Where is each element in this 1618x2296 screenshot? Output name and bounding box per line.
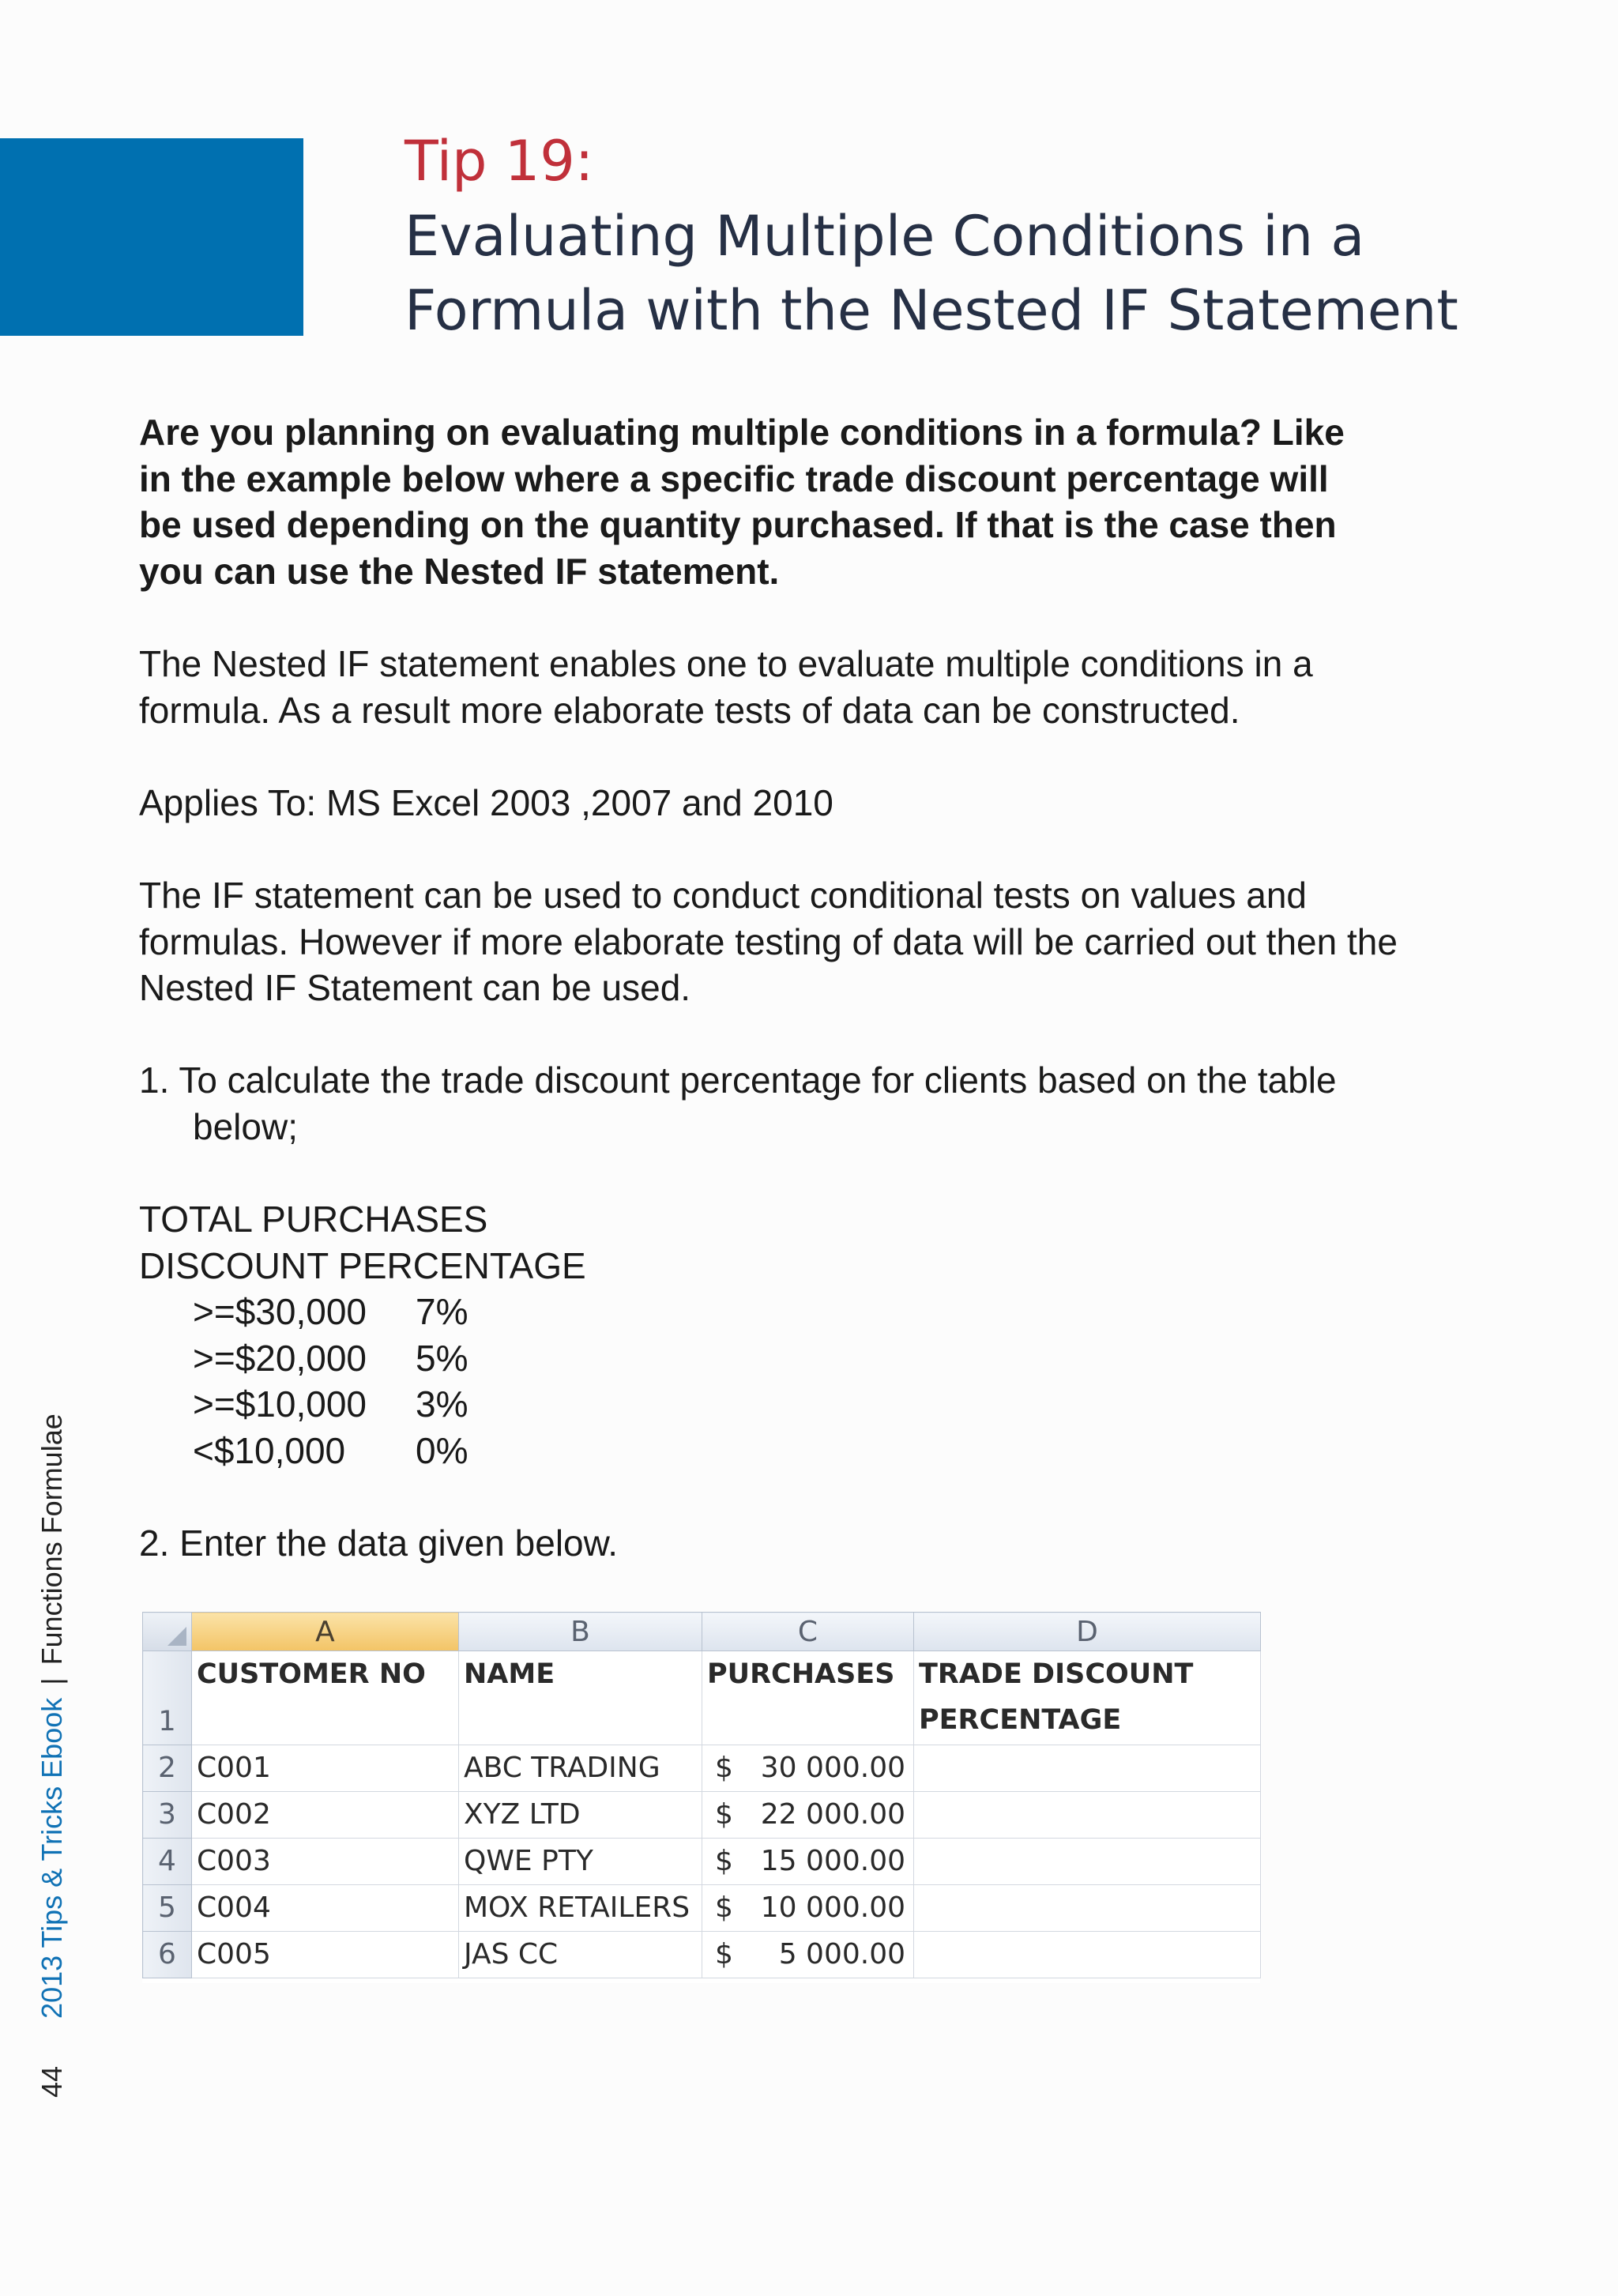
row-number[interactable]: 6 [143, 1932, 192, 1978]
discount-percent: 7% [416, 1291, 468, 1333]
discount-table-header: TOTAL PURCHASES [139, 1199, 488, 1240]
row-number[interactable]: 1 [143, 1651, 192, 1745]
discount-threshold: <$10,000 [193, 1430, 346, 1472]
tip-label: Tip 19: [404, 129, 594, 194]
cell-purchases[interactable] [702, 1792, 914, 1839]
table-row [143, 1885, 1261, 1932]
text-line: Nested IF Statement can be used. [139, 967, 691, 1009]
page-title-line: Formula with the Nested IF Statement [404, 278, 1458, 343]
cell-name[interactable]: JAS CC [459, 1932, 702, 1978]
cell-customer-no[interactable]: C002 [192, 1792, 459, 1839]
section-name: Functions Formulae [36, 1413, 68, 1666]
cell-purchases[interactable] [702, 1745, 914, 1792]
amount: 10 000.00 [760, 1891, 905, 1924]
discount-threshold: >=$30,000 [193, 1291, 367, 1333]
page-footer-vertical [35, 1413, 70, 2098]
discount-percent: 5% [416, 1337, 468, 1379]
cell-purchases[interactable] [702, 1885, 914, 1932]
column-header-d[interactable]: D [914, 1613, 1261, 1651]
currency-symbol: $ [715, 1891, 733, 1924]
text-line: Are you planning on evaluating multiple conditions in a formula? Like [139, 412, 1345, 453]
row-number[interactable]: 2 [143, 1745, 192, 1792]
cell-name[interactable]: QWE PTY [459, 1839, 702, 1885]
currency-symbol: $ [715, 1938, 733, 1970]
text-line: Applies To: MS Excel 2003 ,2007 and 2010 [139, 781, 833, 823]
article-body [139, 409, 1577, 1613]
page-title-line: Evaluating Multiple Conditions in a [404, 204, 1365, 269]
row-number[interactable]: 5 [143, 1885, 192, 1932]
discount-row [139, 1289, 1577, 1335]
text-line: 2. Enter the data given below. [139, 1523, 619, 1564]
currency-symbol: $ [715, 1798, 733, 1831]
cell-customer-no[interactable]: C004 [192, 1885, 459, 1932]
column-header-c[interactable]: C [702, 1613, 914, 1651]
discount-table [139, 1196, 1577, 1474]
ebook-title: 2013 Tips & Tricks Ebook [36, 1697, 68, 2019]
text-line: The Nested IF statement enables one to evaluate multiple conditions in a [139, 642, 1313, 684]
table-row [143, 1792, 1261, 1839]
cell-name[interactable]: MOX RETAILERS [459, 1885, 702, 1932]
discount-threshold: >=$20,000 [193, 1337, 367, 1379]
header-cell-customer-no[interactable]: CUSTOMER NO [192, 1651, 459, 1745]
cell-name[interactable]: ABC TRADING [459, 1745, 702, 1792]
text-line: The IF statement can be used to conduct conditional tests on values and [139, 874, 1308, 916]
select-all-corner[interactable] [143, 1613, 192, 1651]
select-all-icon [167, 1627, 186, 1646]
header-cell-name[interactable]: NAME [459, 1651, 702, 1745]
cell-customer-no[interactable]: C003 [192, 1839, 459, 1885]
table-row [143, 1839, 1261, 1885]
header-accent-block [0, 138, 303, 336]
step-1 [139, 1057, 1577, 1150]
header-cell-purchases[interactable]: PURCHASES [702, 1651, 914, 1745]
cell-customer-no[interactable]: C001 [192, 1745, 459, 1792]
text-line: be used depending on the quantity purchased. If that is the case then [139, 504, 1337, 546]
if-statement-paragraph [139, 872, 1577, 1011]
text-line: you can use the Nested IF statement. [139, 550, 780, 592]
column-header-a[interactable]: A [192, 1613, 459, 1651]
amount: 15 000.00 [760, 1845, 905, 1877]
row-number[interactable]: 3 [143, 1792, 192, 1839]
table-row [143, 1745, 1261, 1792]
discount-percent: 0% [416, 1430, 468, 1472]
column-header-row [143, 1613, 1261, 1651]
discount-row [139, 1381, 1577, 1428]
discount-row [139, 1428, 1577, 1474]
spreadsheet-screenshot [142, 1612, 1260, 1983]
table-row [143, 1932, 1261, 1978]
nested-if-paragraph [139, 641, 1577, 733]
cell-trade-discount[interactable] [914, 1745, 1261, 1792]
intro-paragraph [139, 409, 1577, 594]
cell-customer-no[interactable]: C005 [192, 1932, 459, 1978]
discount-threshold: >=$10,000 [193, 1383, 367, 1425]
applies-to [139, 780, 1577, 826]
table-header-row [143, 1651, 1261, 1745]
row-number[interactable]: 4 [143, 1839, 192, 1885]
amount: 5 000.00 [778, 1938, 905, 1970]
header-text-line: TRADE DISCOUNT [919, 1658, 1194, 1690]
cell-trade-discount[interactable] [914, 1932, 1261, 1978]
cell-purchases[interactable] [702, 1839, 914, 1885]
amount: 30 000.00 [760, 1752, 905, 1784]
page-title [404, 199, 1574, 348]
currency-symbol: $ [715, 1845, 733, 1877]
step-2 [139, 1520, 1577, 1567]
column-header-b[interactable]: B [459, 1613, 702, 1651]
discount-table-header: DISCOUNT PERCENTAGE [139, 1244, 586, 1286]
text-line: formulas. However if more elaborate testing of data will be carried out then the [139, 920, 1398, 962]
currency-symbol: $ [715, 1752, 733, 1784]
cell-purchases[interactable] [702, 1932, 914, 1978]
text-line: below; [193, 1105, 298, 1147]
cell-trade-discount[interactable] [914, 1792, 1261, 1839]
cell-name[interactable]: XYZ LTD [459, 1792, 702, 1839]
text-line: in the example below where a specific trade discount percentage will [139, 457, 1329, 499]
spreadsheet-grid [142, 1612, 1261, 1978]
cell-trade-discount[interactable] [914, 1885, 1261, 1932]
header-cell-trade-discount[interactable] [914, 1651, 1261, 1745]
amount: 22 000.00 [760, 1798, 905, 1831]
cell-trade-discount[interactable] [914, 1839, 1261, 1885]
text-line: 1. To calculate the trade discount percentage for clients based on the table [139, 1060, 1337, 1101]
header-text-line: PERCENTAGE [919, 1704, 1122, 1736]
discount-percent: 3% [416, 1383, 468, 1425]
page-number: 44 [36, 2065, 68, 2098]
text-line: formula. As a result more elaborate tests of data can be constructed. [139, 689, 1240, 731]
footer-separator: | [36, 1677, 68, 1685]
discount-row [139, 1335, 1577, 1382]
